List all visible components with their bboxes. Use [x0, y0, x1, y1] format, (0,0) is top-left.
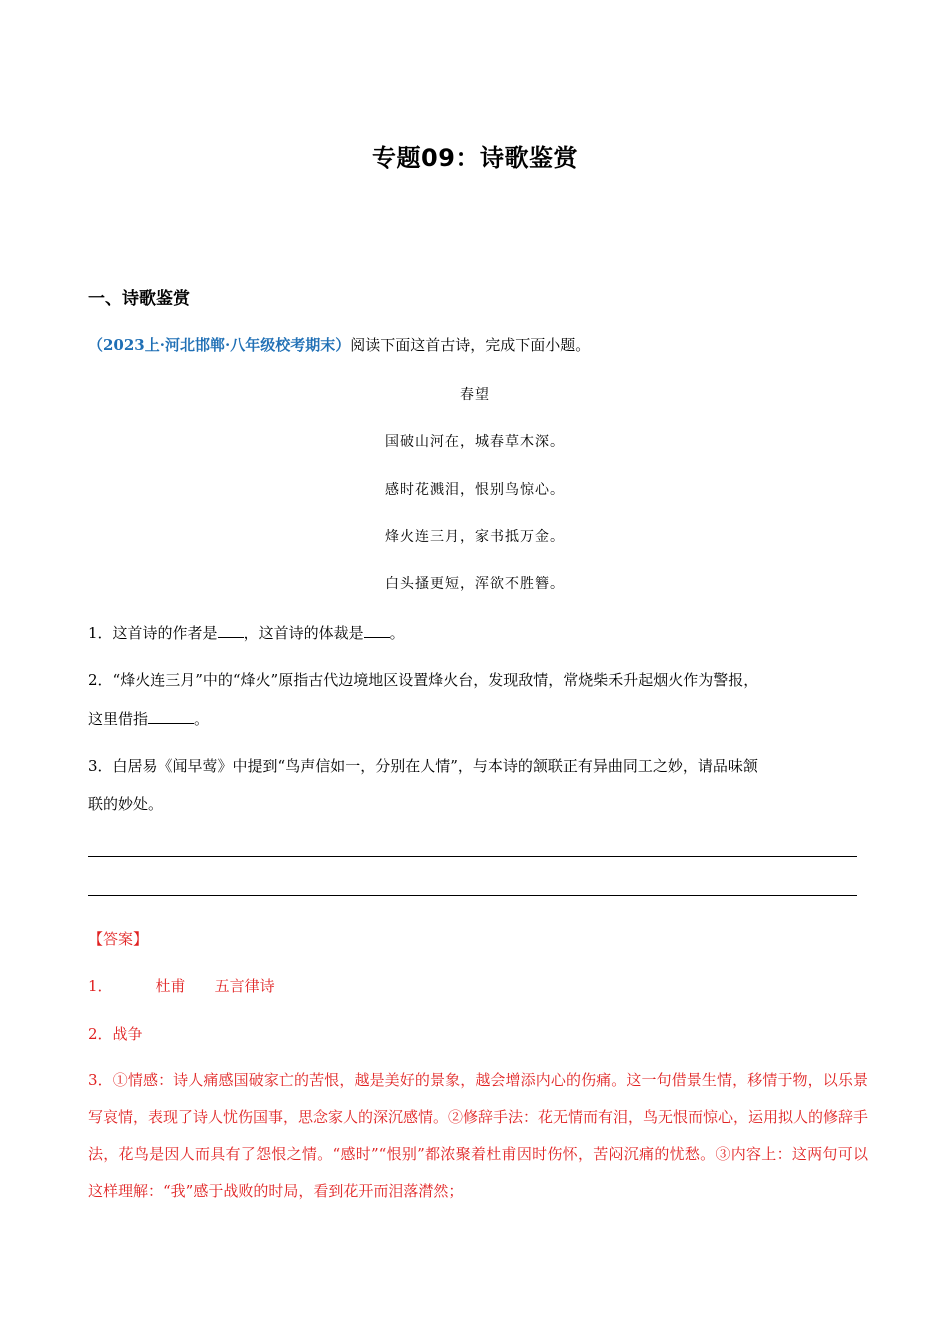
page-title: 专题09：诗歌鉴赏	[372, 144, 578, 172]
question-1	[88, 621, 405, 643]
question-2-line-1: 2．“烽火连三月”中的“烽火”原指古代边境地区设置烽火台，发现敌情，常烧柴禾升起烟火作为警报，	[88, 671, 759, 689]
answer-blank[interactable]	[364, 621, 390, 638]
poem-title: 春望	[460, 387, 490, 403]
poem-line: 白头搔更短，浑欲不胜簪。	[385, 576, 565, 592]
question-number: 1．	[88, 624, 113, 642]
question-text: 这里借指	[88, 710, 149, 728]
intro-instruction: 阅读下面这首古诗，完成下面小题。	[350, 336, 591, 354]
poem-line: 国破山河在，城春草木深。	[385, 434, 565, 450]
answer-2: 2．战争	[88, 1025, 143, 1043]
answer-writing-line[interactable]	[88, 895, 857, 896]
source-label: （2023上·河北邯郸·八年级校考期末）	[88, 336, 351, 354]
question-text: 。	[389, 624, 405, 642]
answer-writing-line[interactable]	[88, 856, 857, 857]
question-text: 。	[194, 710, 210, 728]
section-heading: 一、诗歌鉴赏	[88, 289, 190, 309]
poem-line: 烽火连三月，家书抵万金。	[385, 529, 565, 545]
question-text: ，这首诗的体裁是	[243, 624, 364, 642]
answer-blank[interactable]	[218, 621, 244, 638]
answer-1	[88, 975, 275, 996]
answer-number: 1．	[88, 977, 113, 995]
question-3-line-1: 3．白居易《闻早莺》中提到“鸟声信如一，分别在人情”，与本诗的颔联正有异曲同工之妙，请品味颔	[88, 757, 758, 775]
question-3-line-2: 联的妙处。	[88, 795, 164, 813]
poem-line: 感时花溅泪，恨别鸟惊心。	[385, 482, 565, 498]
answer-blank[interactable]	[148, 707, 194, 724]
answer-label: 【答案】	[88, 930, 149, 948]
answer-3: 3．①情感：诗人痛感国破家亡的苦恨，越是美好的景象，越会增添内心的伤痛。这一句借景生情，移情于物，以乐景写哀情，表现了诗人忧伤国事，思念家人的深沉感情。②修辞手法：花无情而有泪，鸟无恨而惊心，运用拟人的修辞手法，花鸟是因人而具有了怨恨之情。“感时”“恨别”都浓聚着杜甫因时伤怀，苦闷沉痛的忧愁。③内容上：这两句可以这样理解：“我”感于战败的时局，看到花开而泪落潸然；	[88, 1071, 869, 1200]
answer-value: 杜甫	[155, 977, 186, 995]
answer-value: 五言律诗	[214, 977, 275, 995]
question-2-line-2	[88, 707, 209, 729]
question-intro	[88, 334, 590, 355]
question-text: 这首诗的作者是	[112, 624, 218, 642]
